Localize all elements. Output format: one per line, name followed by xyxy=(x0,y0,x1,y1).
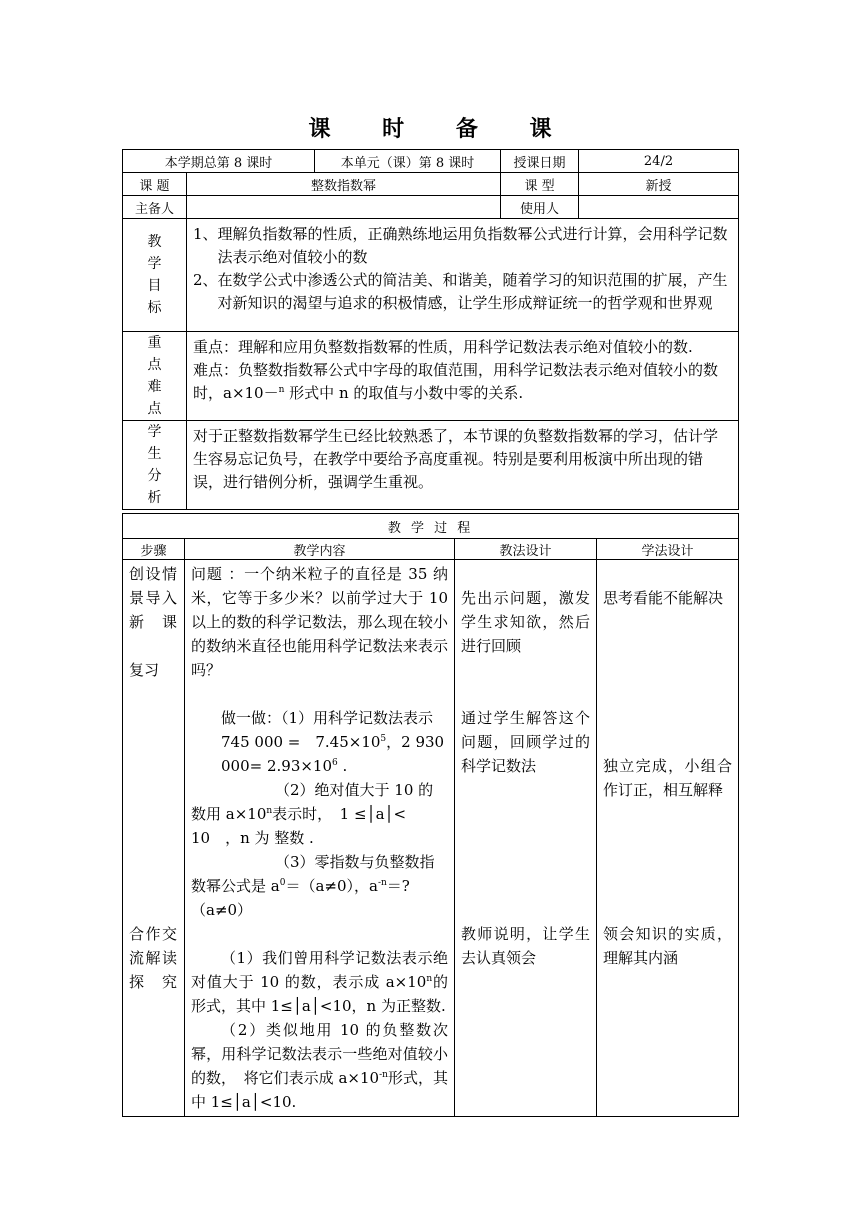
exponent: 5 xyxy=(380,734,387,744)
difficulty-part: 形式中 n 的取值与小数中零的关系. xyxy=(284,384,524,402)
goals-label-char: 标 xyxy=(147,300,162,316)
exponent: n xyxy=(426,974,433,984)
exponent: 6 xyxy=(332,758,338,768)
review-text: ＝?（a≠0） xyxy=(191,877,410,919)
info-row-1 xyxy=(123,150,739,173)
analysis-label-char: 学 xyxy=(147,424,162,440)
review-text: （3）零指数与负整数指数幂公式是 a xyxy=(191,853,435,895)
process-table xyxy=(122,513,739,1117)
analysis-content: 对于正整数指数幂学生已经比较熟悉了，本节课的负整数指数幂的学习，估计学生容易忘记负号，在教学中要给予高度重视。特别是要利用板演中所出现的错误，进行错例分析，强调学生重视。 xyxy=(187,421,739,510)
review-text: 表示时， 1 ≤│a│< 10 ，n 为 整数 . xyxy=(191,805,407,847)
method-column xyxy=(455,560,597,1117)
goal-item xyxy=(193,269,732,315)
type-value: 新授 xyxy=(579,173,739,196)
analysis-label-char: 生 xyxy=(147,446,162,462)
exponent: n xyxy=(266,806,273,816)
type-label: 课 型 xyxy=(501,173,579,196)
goal-text: 在数学公式中渗透公式的简洁美、和谐美，随着学习的知识范围的扩展，产生对新知识的渴望与追求的积极情感，让学生形成辩证统一的哲学观和世界观 xyxy=(217,271,728,312)
preparer-label: 主备人 xyxy=(123,196,187,219)
goal-text: 理解负指数幂的性质，正确熟练地运用负指数幂公式进行计算，会用科学记数法表示绝对值较小的数 xyxy=(217,225,728,266)
step-explore: 合作交流解读探究 xyxy=(129,925,177,991)
review-text: 做一做：（1）用科学记数法表示 745 000 = 7.45×10 xyxy=(221,709,434,751)
key-points-label-char: 重 xyxy=(147,335,162,351)
explore-item-1 xyxy=(191,946,448,1018)
goal-item xyxy=(193,223,732,269)
date-label: 授课日期 xyxy=(501,150,579,173)
review-text: ，2 930 000= 2.93×10 xyxy=(221,733,445,775)
method-2: 通过学生解答这个问题，回顾学过的科学记数法 xyxy=(461,709,590,775)
review-text: （2）绝对值大于 10 的数用 a×10 xyxy=(191,781,434,823)
key-points-label xyxy=(123,332,187,421)
preparer-value xyxy=(187,196,501,219)
exponent: 0 xyxy=(279,878,286,888)
page-title: 课 时 备 课 xyxy=(308,116,574,142)
goal-number: 2、 xyxy=(193,271,218,289)
goals-row xyxy=(123,219,739,332)
key-points-content xyxy=(187,332,739,421)
study-3: 领会知识的实质，理解其内涵 xyxy=(603,925,733,967)
goals-label-char: 学 xyxy=(147,256,162,272)
explore-text: 形式，其中 1≤│a│<10. xyxy=(191,1069,448,1111)
process-title-row xyxy=(123,514,739,539)
lesson-info-table xyxy=(122,149,739,510)
topic-value: 整数指数幂 xyxy=(187,173,501,196)
problem-text: 问题 ：一个纳米粒子的直径是 35 纳米，它等于多少米？以前学过大于 10 以上的数的科学记数法，那么现在较小的数纳米直径也能用科学记数法来表示吗？ xyxy=(191,565,448,679)
exponent: n xyxy=(278,385,285,395)
study-1: 思考看能不能解决 xyxy=(603,589,724,607)
unit-cell: 本单元（课）第 8 课时 xyxy=(315,150,501,173)
header-content: 教学内容 xyxy=(185,539,455,560)
method-1: 先出示问题，激发学生求知欲，然后进行回顾 xyxy=(461,589,590,655)
content-column xyxy=(185,560,455,1117)
review-item-3 xyxy=(191,850,448,922)
goals-content xyxy=(187,219,739,332)
analysis-row xyxy=(123,421,739,510)
review-text: . xyxy=(337,757,348,775)
review-item-2 xyxy=(191,778,448,850)
key-points-label-char: 点 xyxy=(147,357,162,373)
analysis-label-char: 析 xyxy=(147,490,162,506)
info-row-2 xyxy=(123,173,739,196)
header-method: 教法设计 xyxy=(455,539,597,560)
explore-item-2 xyxy=(191,1018,448,1114)
explore-text: 的形式，其中 1≤│a│<10，n 为正整数. xyxy=(191,973,448,1015)
user-label: 使用人 xyxy=(501,196,579,219)
exponent: -n xyxy=(379,1070,388,1080)
method-3: 教师说明，让学生去认真领会 xyxy=(461,925,590,967)
goals-label-char: 教 xyxy=(147,234,162,250)
process-title: 教 学 过 程 xyxy=(123,514,739,539)
review-item-1 xyxy=(191,706,448,778)
key-points-row xyxy=(123,332,739,421)
analysis-label-char: 分 xyxy=(147,468,162,484)
process-body-row xyxy=(123,560,739,1117)
focus-text: 重点：理解和应用负整数指数幂的性质，用科学记数法表示绝对值较小的数. xyxy=(193,338,693,356)
key-points-label-char: 点 xyxy=(147,401,162,417)
study-column xyxy=(597,560,739,1117)
step-intro: 创设情景导入新课 xyxy=(129,565,177,631)
difficulty-text xyxy=(193,359,732,405)
steps-column xyxy=(123,560,185,1117)
goals-label-char: 目 xyxy=(147,278,162,294)
explore-text: （1）我们曾用科学记数法表示绝对值大于 10 的数，表示成 a×10 xyxy=(191,949,448,991)
date-value: 24/2 xyxy=(579,150,739,173)
difficulty-part: 难点：负整数指数幂公式中字母的取值范围，用科学记数法表示绝对值较小的数时，a×10－ xyxy=(193,361,719,402)
goals-label xyxy=(123,219,187,332)
process-header-row xyxy=(123,539,739,560)
goal-number: 1、 xyxy=(193,225,218,243)
step-review: 复习 xyxy=(129,661,160,679)
exponent: -n xyxy=(377,878,387,888)
explore-text: （2）类似地用 10 的负整数次幂，用科学记数法表示一些绝对值较小的数， 将它们表示成 a×10 xyxy=(191,1021,448,1087)
info-row-3 xyxy=(123,196,739,219)
topic-label: 课 题 xyxy=(123,173,187,196)
header-step: 步骤 xyxy=(123,539,185,560)
key-points-label-char: 难 xyxy=(147,379,162,395)
user-value xyxy=(579,196,739,219)
review-text: ＝（a≠0），a xyxy=(285,877,378,895)
header-study: 学法设计 xyxy=(597,539,739,560)
term-total-cell: 本学期总第 8 课时 xyxy=(123,150,315,173)
study-2: 独立完成，小组合作订正，相互解释 xyxy=(603,757,733,799)
analysis-label xyxy=(123,421,187,510)
